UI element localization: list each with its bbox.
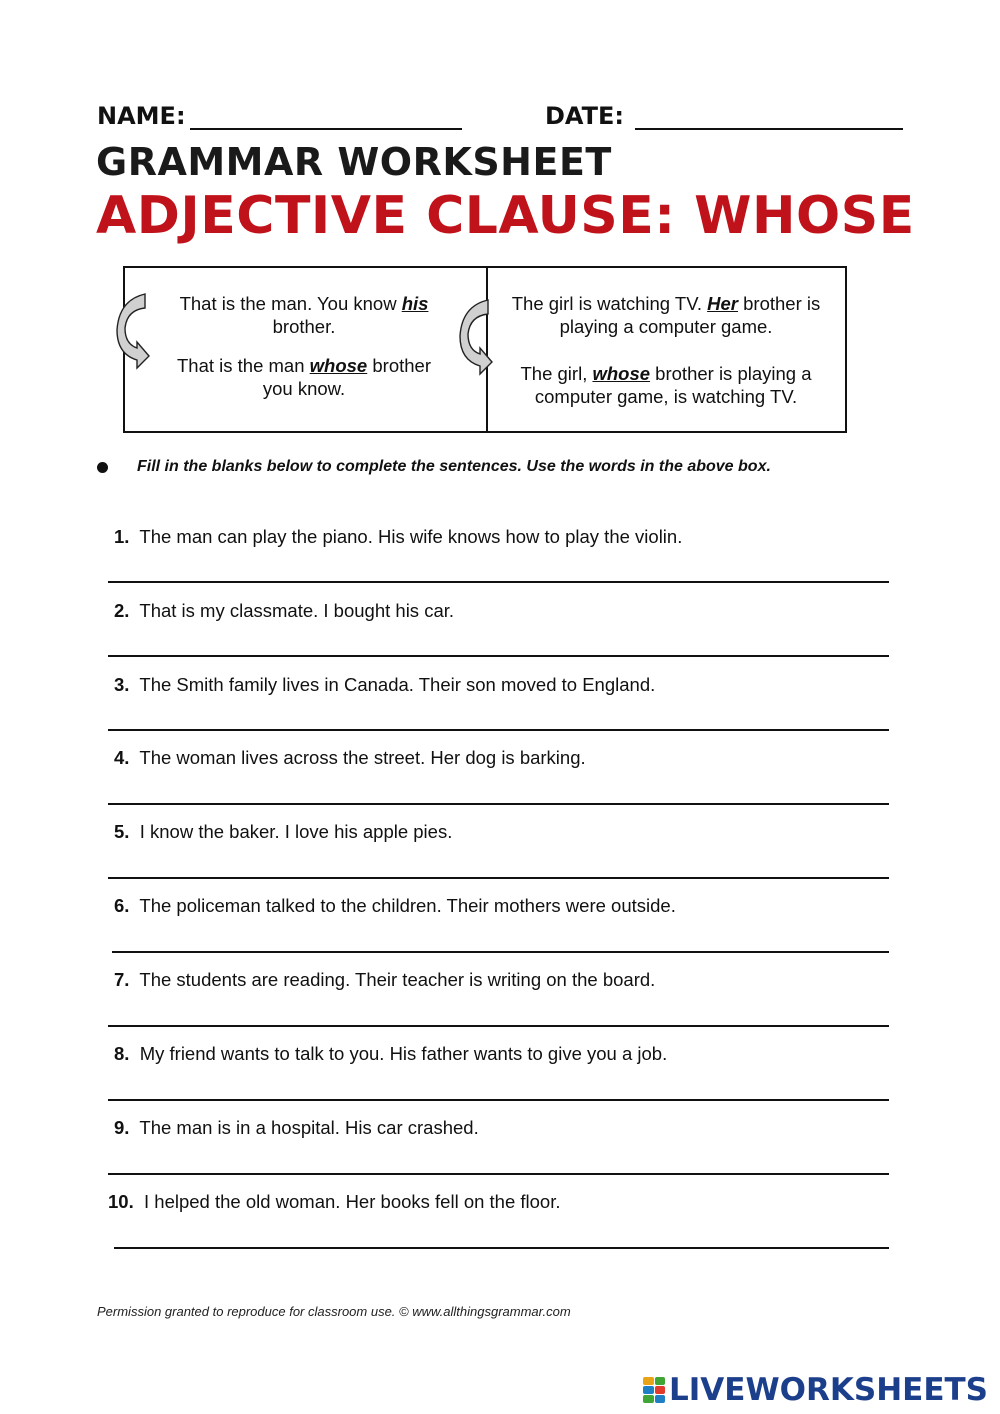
answer-line-6[interactable]	[112, 951, 889, 953]
question-7: 7. The students are reading. Their teacher is writing on the board.	[114, 969, 656, 990]
answer-line-10[interactable]	[114, 1247, 889, 1249]
right-example-sentence-1: The girl is watching TV. Her brother is playing a computer game.	[511, 293, 821, 337]
answer-line-7[interactable]	[108, 1025, 889, 1027]
answer-line-3[interactable]	[108, 729, 889, 731]
question-5: 5. I know the baker. I love his apple pies.	[114, 821, 453, 842]
keyword-whose: whose	[309, 355, 368, 376]
answer-line-5[interactable]	[108, 877, 889, 879]
question-1: 1. The man can play the piano. His wife knows how to play the violin.	[114, 526, 683, 547]
keyword-her: Her	[707, 293, 738, 314]
question-4: 4. The woman lives across the street. Her dog is barking.	[114, 747, 586, 768]
question-8: 8. My friend wants to talk to you. His father wants to give you a job.	[114, 1043, 668, 1064]
keyword-whose: whose	[592, 363, 651, 384]
date-field-line[interactable]	[635, 128, 903, 130]
left-example-sentence-1: That is the man. You know his brother.	[179, 293, 429, 337]
permission-notice: Permission granted to reproduce for classroom use. © www.allthingsgrammar.com	[97, 1304, 571, 1319]
question-10: 10. I helped the old woman. Her books fell on the floor.	[108, 1191, 561, 1212]
answer-line-2[interactable]	[108, 655, 889, 657]
example-box	[123, 266, 847, 433]
instruction-text: Fill in the blanks below to complete the sentences. Use the words in the above box.	[137, 458, 771, 475]
question-6: 6. The policeman talked to the children. Their mothers were outside.	[114, 895, 676, 916]
brand-name: LIVEWORKSHEETS	[669, 1372, 988, 1408]
answer-line-9[interactable]	[108, 1173, 889, 1175]
keyword-his: his	[401, 293, 429, 314]
right-example-sentence-2: The girl, whose brother is playing a computer game, is watching TV.	[520, 363, 812, 407]
bullet-icon	[97, 462, 108, 473]
question-9: 9. The man is in a hospital. His car crashed.	[114, 1117, 479, 1138]
name-label: NAME:	[97, 102, 186, 130]
answer-line-1[interactable]	[108, 581, 889, 583]
date-label: DATE:	[545, 102, 624, 130]
question-3: 3. The Smith family lives in Canada. Their son moved to England.	[114, 674, 656, 695]
liveworksheets-logo-icon	[643, 1377, 665, 1403]
question-2: 2. That is my classmate. I bought his car.	[114, 600, 455, 621]
answer-line-4[interactable]	[108, 803, 889, 805]
worksheet-subtitle: ADJECTIVE CLAUSE: WHOSE	[96, 186, 915, 246]
curved-arrow-icon	[115, 292, 155, 372]
name-field-line[interactable]	[190, 128, 462, 130]
answer-line-8[interactable]	[108, 1099, 889, 1101]
liveworksheets-brand	[643, 1372, 988, 1408]
worksheet-title: GRAMMAR WORKSHEET	[96, 140, 612, 184]
left-example-sentence-2: That is the man whose brother you know.	[177, 355, 431, 399]
curved-arrow-icon	[458, 298, 498, 378]
